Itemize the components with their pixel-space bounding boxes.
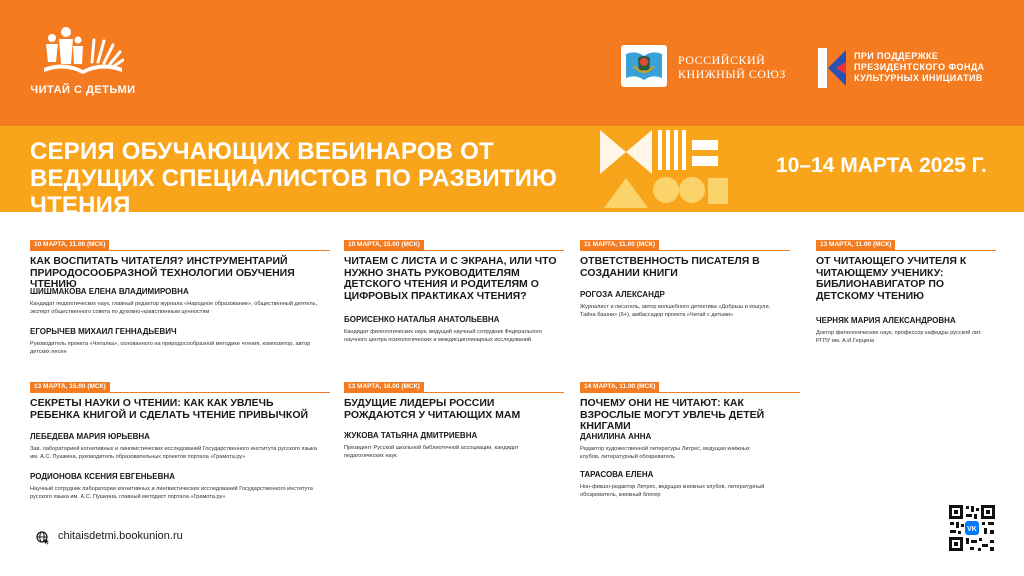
webinar-title: ЧИТАЕМ С ЛИСТА И С ЭКРАНА, ИЛИ ЧТО НУЖНО ЗНАТЬ РУКОВОДИТЕЛЯМ ДЕТСКОГО ЧТЕНИЯ И РОДИТЕЛЯМ О ЦИФРОВЫХ ПРАКТИКАХ ЧТЕНИЯ?: [344, 255, 557, 302]
speaker-bio: Кандидат филологических наук, ведущий научный сотрудник Федерального научного центра психологических и междисциплинарных исследований: [344, 329, 542, 343]
presidential-fund-logo: [818, 48, 1018, 94]
book-union-name: [678, 53, 786, 81]
webinar-card: [344, 382, 564, 472]
webinar-card: [30, 382, 330, 512]
speaker-bio: Кандидат педагогических наук, главный редактор журнала «Народное образование», общественный деятель, эксперт общественного совета по духовно-нравственным ценностям: [30, 301, 318, 315]
webinar-date-tag: 13 МАРТА, 16.00 (МСК): [344, 382, 424, 392]
speaker-name: РОДИОНОВА КСЕНИЯ ЕВГЕНЬЕВНА: [30, 472, 175, 481]
webinar-card: [344, 240, 564, 360]
speaker-bio: Научный сотрудник лаборатории когнитивных и лингвистических исследований Государственного института русского языка им. А.С. Пушкина, главный методист портала «Грамота.ру»: [30, 486, 313, 500]
speaker-bio: Зав. лабораторией когнитивных и лингвистических исследований Государственного института русского языка им. А.С. Пушкина, руководитель образовательных проектов портала «Грамота.ру»: [30, 446, 317, 460]
webinar-title: КАК ВОСПИТАТЬ ЧИТАТЕЛЯ? ИНСТРУМЕНТАРИЙ ПРИРОДОСООБРАЗНОЙ ТЕХНОЛОГИИ ОБУЧЕНИЯ ЧТЕНИЮ: [30, 255, 295, 290]
webinar-title: ОТВЕТСТВЕННОСТЬ ПИСАТЕЛЯ В СОЗДАНИИ КНИГИ: [580, 255, 760, 279]
webinar-card: [30, 240, 330, 370]
qr-code[interactable]: [948, 504, 996, 552]
event-dates: 10–14 МАРТА 2025 Г.: [776, 154, 987, 177]
webinar-title: БУДУЩИЕ ЛИДЕРЫ РОССИИ РОЖДАЮТСЯ У ЧИТАЮЩИХ МАМ: [344, 397, 521, 421]
webinar-date-tag: 10 МАРТА, 15.00 (МСК): [344, 240, 424, 250]
divider: [344, 392, 564, 393]
speaker-name: ЛЕБЕДЕВА МАРИЯ ЮРЬЕВНА: [30, 432, 150, 441]
divider: [816, 250, 996, 251]
family-book-icon: [42, 26, 124, 82]
pfki-line-3: КУЛЬТУРНЫХ ИНИЦИАТИВ: [854, 73, 983, 83]
webinar-card: [580, 240, 790, 340]
website-url: chitaisdetmi.bookunion.ru: [58, 530, 183, 542]
speaker-bio: Нон-фикшн-редактор Литрес, ведущая книжных клубов, литературный обозреватель, книжный блогер: [580, 484, 765, 498]
webinar-date-tag: 13 МАРТА, 11.00 (МСК): [816, 240, 895, 250]
divider: [580, 392, 800, 393]
russian-book-union-logo: [620, 44, 790, 92]
webinar-date-tag: 14 МАРТА, 11.00 (МСК): [580, 382, 659, 392]
chitai-s-detmi-logo: [28, 26, 138, 106]
speaker-name: ЧЕРНЯК МАРИЯ АЛЕКСАНДРОВНА: [816, 316, 956, 325]
speaker-bio: Журналист и писатель, автор волшебного детектива «Добрыш и кошули. Тайна башни» (6+), амбассадор проекта «Читай с детьми»: [580, 304, 771, 318]
geometric-decoration: [596, 126, 756, 212]
speaker-name: ДАНИЛИНА АННА: [580, 432, 652, 441]
pfki-name: [854, 51, 985, 84]
webinar-card: [580, 382, 800, 502]
divider: [580, 250, 790, 251]
pfki-line-1: ПРИ ПОДДЕРЖКЕ: [854, 51, 939, 61]
webinar-card: [816, 240, 996, 360]
page-title: СЕРИЯ ОБУЧАЮЩИХ ВЕБИНАРОВ ОТ ВЕДУЩИХ СПЕЦИАЛИСТОВ ПО РАЗВИТИЮ ЧТЕНИЯ: [30, 138, 558, 219]
webinar-date-tag: 11 МАРТА, 11.00 (МСК): [580, 240, 659, 250]
speaker-name: ТАРАСОВА ЕЛЕНА: [580, 470, 654, 479]
vk-label: VK: [967, 526, 977, 533]
book-union-line-1: РОССИЙСКИЙ: [678, 53, 766, 67]
webinar-title: ПОЧЕМУ ОНИ НЕ ЧИТАЮТ: КАК ВЗРОСЛЫЕ МОГУТ УВЛЕЧЬ ДЕТЕЙ КНИГАМИ: [580, 397, 765, 432]
speaker-bio: Доктор филологических наук, профессор кафедры русской лит. РГПУ им. А.И.Герцена: [816, 330, 982, 344]
book-union-emblem-icon: [620, 44, 668, 88]
webinar-title: ОТ ЧИТАЮЩЕГО УЧИТЕЛЯ К ЧИТАЮЩЕМУ УЧЕНИКУ: БИБЛИОНАВИГАТОР ПО ДЕТСКОМУ ЧТЕНИЮ: [816, 255, 967, 302]
divider: [344, 250, 564, 251]
book-union-line-2: КНИЖНЫЙ СОЮЗ: [678, 67, 786, 81]
speaker-name: ШИШМАКОВА ЕЛЕНА ВЛАДИМИРОВНА: [30, 287, 189, 296]
divider: [30, 250, 330, 251]
divider: [30, 392, 330, 393]
globe-cursor-icon: [36, 531, 50, 545]
speaker-name: ЕГОРЫЧЕВ МИХАИЛ ГЕННАДЬЕВИЧ: [30, 327, 177, 336]
pfki-k-icon: [818, 48, 848, 88]
webinar-date-tag: 10 МАРТА, 11.00 (МСК): [30, 240, 109, 250]
webinar-title: СЕКРЕТЫ НАУКИ О ЧТЕНИИ: КАК КАК УВЛЕЧЬ РЕБЕНКА КНИГОЙ И СДЕЛАТЬ ЧТЕНИЕ ПРИВЫЧКОЙ: [30, 397, 309, 421]
speaker-bio: Руководитель проекта «Читалка», основанного на природосообразной методике чтения, композитор, автор детских песен: [30, 341, 311, 355]
speaker-name: ЖУКОВА ТАТЬЯНА ДМИТРИЕВНА: [344, 431, 478, 440]
webinar-date-tag: 13 МАРТА, 15.00 (МСК): [30, 382, 110, 392]
logo-text: ЧИТАЙ С ДЕТЬМИ: [30, 84, 136, 96]
speaker-name: РОГОЗА АЛЕКСАНДР: [580, 290, 665, 299]
speaker-bio: Президент Русской школьной библиотечной ассоциации, кандидат педагогических наук: [344, 445, 519, 459]
speaker-name: БОРИСЕНКО НАТАЛЬЯ АНАТОЛЬЕВНА: [344, 315, 500, 324]
speaker-bio: Редактор художественной литературы Литрес, ведущая книжных клубов, литературный обозреватель: [580, 446, 750, 460]
pfki-line-2: ПРЕЗИДЕНТСКОГО ФОНДА: [854, 62, 985, 72]
